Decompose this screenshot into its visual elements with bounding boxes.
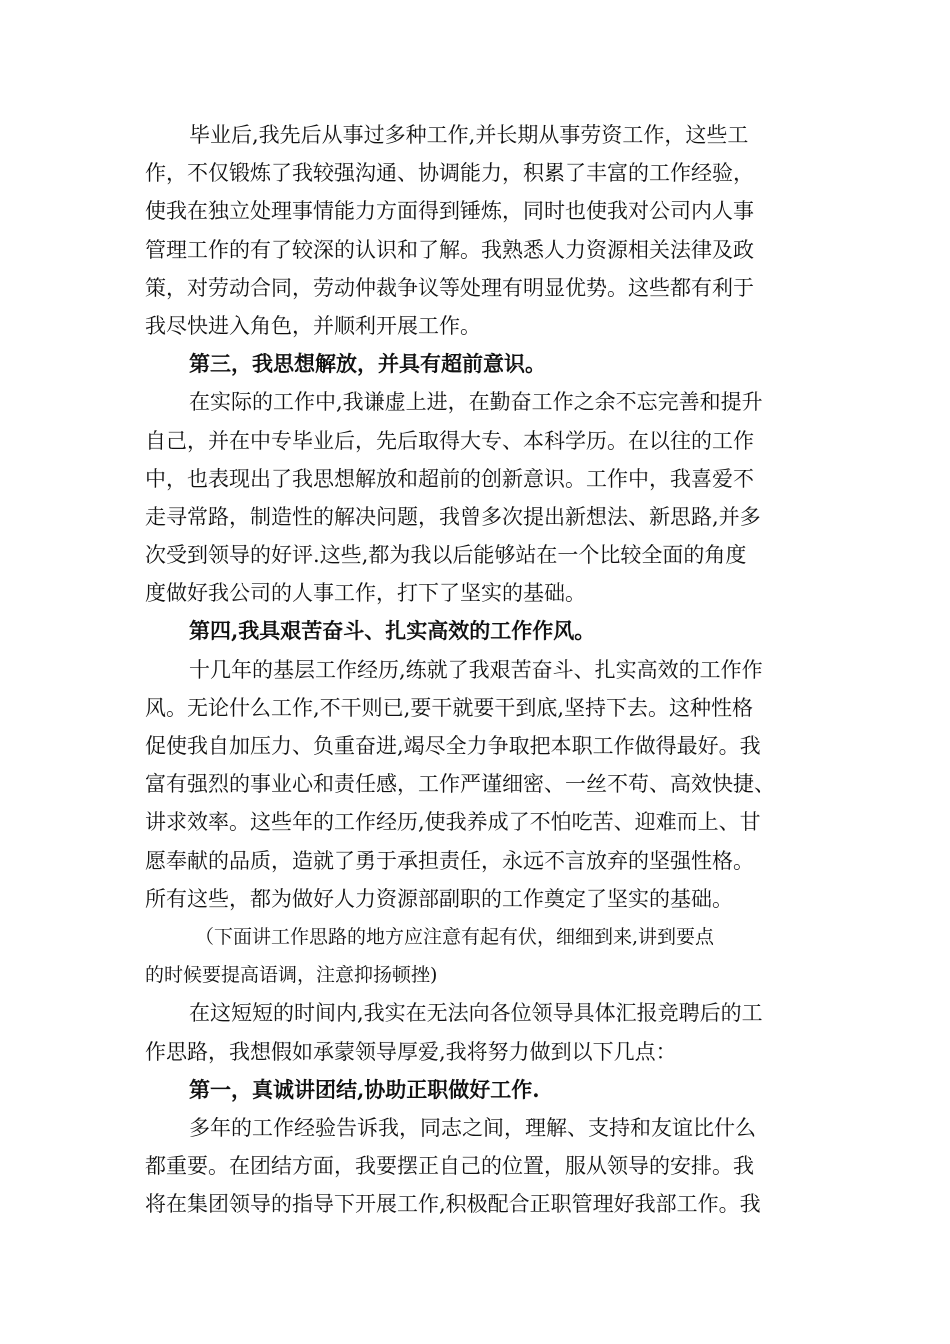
paragraph-line: 所有这些，都为做好人力资源部副职的工作奠定了坚实的基础。	[145, 886, 733, 911]
section-heading: 第三，我思想解放，并具有超前意识。	[189, 351, 546, 377]
paragraph-line: 使我在独立处理事情能力方面得到锤炼，同时也使我对公司内人事	[145, 199, 754, 224]
section-heading: 第一，真诚讲团结,协助正职做好工作.	[189, 1076, 540, 1102]
paragraph-line: 度做好我公司的人事工作，打下了坚实的基础。	[145, 581, 586, 606]
speaker-note-line: （下面讲工作思路的地方应注意有起有伏，细细到来,讲到要点	[195, 925, 715, 948]
paragraph-line: 管理工作的有了较深的认识和了解。我熟悉人力资源相关法律及政	[145, 237, 754, 262]
paragraph-line: 十几年的基层工作经历,练就了我艰苦奋斗、扎实高效的工作作	[189, 657, 763, 682]
paragraph-line: 在实际的工作中,我谦虚上进，在勤奋工作之余不忘完善和提升	[189, 390, 763, 415]
document-body	[145, 116, 805, 1223]
paragraph-line: 中，也表现出了我思想解放和超前的创新意识。工作中，我喜爱不	[145, 466, 754, 491]
paragraph-line: 策，对劳动合同，劳动仲裁争议等处理有明显优势。这些都有利于	[145, 275, 754, 300]
paragraph-line: 在这短短的时间内,我实在无法向各位领导具体汇报竞聘后的工	[189, 1001, 763, 1026]
paragraph-line: 毕业后,我先后从事过多种工作,并长期从事劳资工作，这些工	[189, 123, 749, 147]
paragraph-line: 作思路，我想假如承蒙领导厚爱,我将努力做到以下几点：	[145, 1039, 677, 1064]
speaker-note-line: 的时候要提高语调，注意抑扬顿挫)	[145, 964, 438, 987]
paragraph-line: 风。无论什么工作,不干则已,要干就要干到底,坚持下去。这种性格	[145, 695, 754, 720]
paragraph-line: 走寻常路，制造性的解决问题，我曾多次提出新想法、新思路,并多	[145, 504, 761, 529]
paragraph-line: 促使我自加压力、负重奋进,竭尽全力争取把本职工作做得最好。我	[145, 734, 761, 758]
paragraph-line: 次受到领导的好评.这些,都为我以后能够站在一个比较全面的角度	[145, 543, 747, 568]
paragraph-line: 作，不仅锻炼了我较强沟通、协调能力，积累了丰富的工作经验，	[145, 161, 754, 186]
paragraph-line: 愿奉献的品质，造就了勇于承担责任，永远不言放弃的坚强性格。	[145, 848, 754, 873]
paragraph-line: 我尽快进入角色，并顺利开展工作。	[145, 313, 481, 338]
paragraph-line: 多年的工作经验告诉我，同志之间，理解、支持和友谊比什么	[189, 1115, 756, 1140]
paragraph-line: 将在集团领导的指导下开展工作,积极配合正职管理好我部工作。我	[145, 1192, 761, 1217]
paragraph-line: 自己，并在中专毕业后，先后取得大专、本科学历。在以往的工作	[145, 428, 754, 453]
paragraph-line: 都重要。在团结方面，我要摆正自己的位置，服从领导的安排。我	[145, 1154, 754, 1179]
section-heading: 第四,我具艰苦奋斗、扎实高效的工作作风。	[189, 618, 596, 644]
paragraph-line: 讲求效率。这些年的工作经历,使我养成了不怕吃苦、迎难而上、甘	[145, 810, 761, 835]
paragraph-line: 富有强烈的事业心和责任感，工作严谨细密、一丝不苟、高效快捷、	[145, 772, 775, 797]
